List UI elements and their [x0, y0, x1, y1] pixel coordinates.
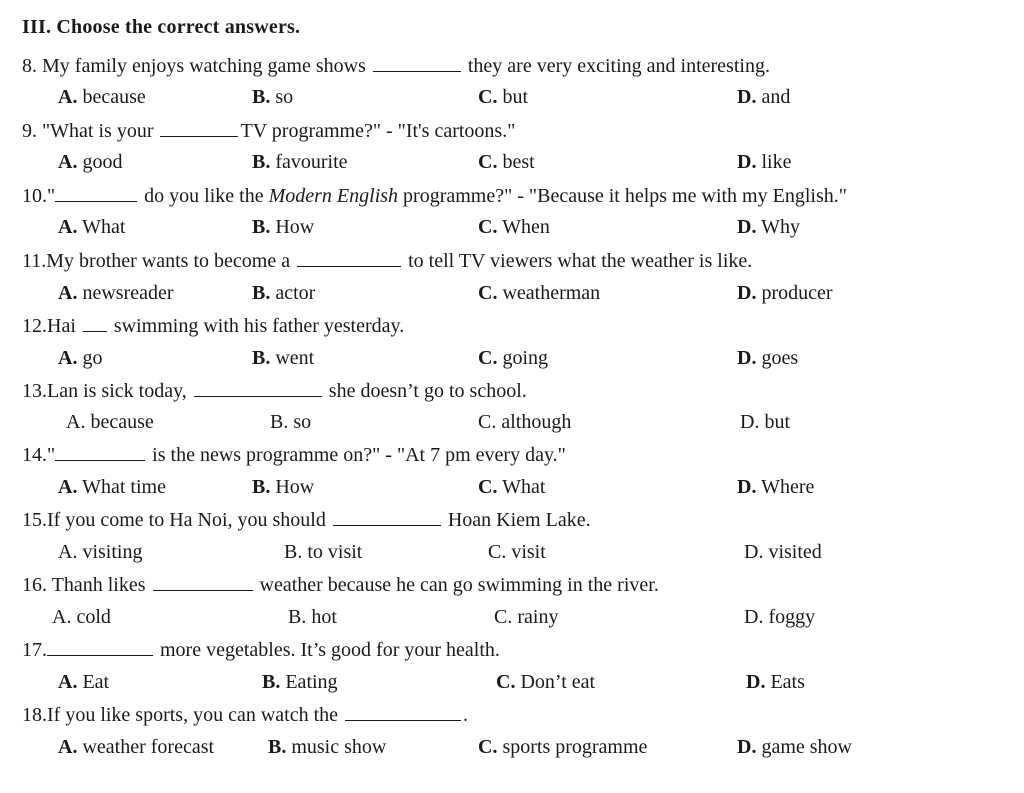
option-a[interactable]	[58, 669, 109, 695]
option-text: What	[82, 216, 126, 238]
option-text: . so	[283, 411, 312, 433]
option-text: Why	[761, 216, 800, 238]
option-text: weatherman	[502, 282, 601, 304]
option-d[interactable]	[737, 280, 833, 306]
answer-blank	[160, 118, 238, 137]
question-text: programme?" - "Because it helps me with my English."	[403, 185, 847, 207]
option-text: game show	[761, 736, 852, 758]
option-d[interactable]	[744, 539, 822, 565]
question-number: 18.	[22, 704, 47, 726]
option-a[interactable]	[58, 734, 214, 760]
option-text: . visiting	[72, 541, 143, 563]
option-text: . visit	[501, 541, 546, 563]
answer-blank	[55, 442, 145, 461]
option-text: actor	[275, 282, 316, 304]
option-text: . to visit	[297, 541, 363, 563]
question-text: If you like sports, you can watch the	[47, 704, 339, 726]
question-17	[22, 637, 500, 663]
option-b[interactable]	[252, 149, 348, 175]
option-c[interactable]	[478, 214, 550, 240]
question-text: .	[463, 704, 469, 726]
option-letter: A.	[58, 736, 78, 758]
option-letter: D.	[737, 347, 757, 369]
option-c[interactable]	[478, 149, 535, 175]
option-text: . but	[754, 411, 791, 433]
option-letter: B	[270, 411, 284, 433]
option-text: going	[502, 347, 549, 369]
option-text: What	[502, 476, 546, 498]
option-text: went	[275, 347, 315, 369]
question-text: Hoan Kiem Lake.	[447, 509, 591, 531]
option-letter: B.	[252, 347, 271, 369]
option-b[interactable]	[252, 214, 314, 240]
option-text: and	[761, 86, 791, 108]
option-text: How	[275, 216, 315, 238]
answer-blank	[333, 507, 441, 526]
question-text: If you come to Ha Noi, you should	[47, 509, 326, 531]
option-d[interactable]	[737, 214, 800, 240]
question-number: 11.	[22, 250, 47, 272]
question-13	[22, 378, 527, 404]
option-b[interactable]	[252, 84, 293, 110]
question-9	[22, 118, 515, 144]
option-a[interactable]	[58, 149, 122, 175]
option-a[interactable]	[58, 84, 146, 110]
answer-blank	[153, 572, 253, 591]
option-letter: C	[478, 411, 492, 433]
option-text: Eat	[82, 671, 110, 693]
option-c[interactable]	[488, 539, 546, 565]
answer-blank	[55, 183, 137, 202]
option-text: Eating	[285, 671, 338, 693]
answer-blank	[83, 313, 107, 332]
option-letter: D	[740, 411, 755, 433]
option-letter: C.	[478, 736, 498, 758]
option-text: because	[82, 86, 146, 108]
option-c[interactable]	[478, 734, 647, 760]
option-b[interactable]	[252, 345, 314, 371]
question-10	[22, 183, 847, 209]
programme-title: Modern English	[268, 185, 399, 207]
option-d[interactable]	[737, 345, 798, 371]
option-a[interactable]	[58, 539, 142, 565]
question-number: 9.	[22, 120, 37, 142]
answer-blank	[373, 53, 461, 72]
question-text: more vegetables. It’s good for your health.	[160, 639, 500, 661]
question-15	[22, 507, 591, 533]
option-a[interactable]	[52, 604, 111, 630]
question-text: "What is your	[42, 120, 154, 142]
option-d[interactable]	[737, 149, 791, 175]
option-letter: B.	[268, 736, 287, 758]
option-c[interactable]	[478, 280, 600, 306]
option-letter: A.	[58, 347, 78, 369]
option-letter: C.	[478, 86, 498, 108]
option-letter: A	[52, 606, 67, 628]
option-text: When	[502, 216, 550, 238]
option-c[interactable]	[478, 345, 548, 371]
option-letter: D	[744, 606, 759, 628]
question-number: 12.	[22, 315, 47, 337]
option-text: weather forecast	[82, 736, 215, 758]
option-letter: C.	[478, 151, 498, 173]
option-letter: D.	[737, 282, 757, 304]
option-b[interactable]	[270, 409, 311, 435]
question-text: do you like the	[144, 185, 264, 207]
option-text: newsreader	[82, 282, 174, 304]
option-letter: D.	[737, 151, 757, 173]
question-16	[22, 572, 659, 598]
question-text: My brother wants to become a	[46, 250, 291, 272]
option-letter: B.	[252, 476, 271, 498]
option-text: . although	[491, 411, 572, 433]
option-b[interactable]	[262, 669, 338, 695]
option-text: like	[761, 151, 792, 173]
option-d[interactable]	[737, 734, 852, 760]
option-text: . hot	[301, 606, 337, 628]
option-letter: D.	[737, 476, 757, 498]
option-letter: C.	[478, 282, 498, 304]
option-text: sports programme	[502, 736, 648, 758]
question-text: Lan is sick today,	[47, 380, 187, 402]
question-text: they are very exciting and interesting.	[467, 55, 770, 77]
question-text: is the news programme on?" - "At 7 pm every day."	[152, 444, 566, 466]
question-text: My family enjoys watching game shows	[42, 55, 366, 77]
option-letter: D.	[737, 736, 757, 758]
option-text: best	[502, 151, 535, 173]
option-letter: C	[494, 606, 508, 628]
question-18	[22, 702, 468, 728]
option-text: favourite	[275, 151, 348, 173]
option-b[interactable]	[252, 474, 314, 500]
option-letter: A.	[58, 151, 78, 173]
answer-blank	[194, 378, 322, 397]
option-text: . foggy	[758, 606, 816, 628]
option-a[interactable]	[58, 214, 125, 240]
option-letter: A.	[58, 476, 78, 498]
option-c[interactable]	[478, 474, 545, 500]
question-text: Thanh likes	[51, 574, 146, 596]
option-letter: A.	[58, 671, 78, 693]
question-text: weather because he can go swimming in the river.	[259, 574, 659, 596]
question-number: 8.	[22, 55, 37, 77]
option-a[interactable]	[58, 474, 166, 500]
option-text: good	[82, 151, 123, 173]
option-b[interactable]	[268, 734, 386, 760]
option-text: go	[82, 347, 103, 369]
option-letter: B.	[262, 671, 281, 693]
question-8	[22, 53, 770, 79]
option-letter: A	[66, 411, 81, 433]
answer-blank	[345, 702, 461, 721]
answer-blank	[47, 637, 153, 656]
option-c[interactable]	[496, 669, 595, 695]
option-text: goes	[761, 347, 799, 369]
option-letter: A.	[58, 282, 78, 304]
option-letter: C.	[478, 476, 498, 498]
option-text: but	[502, 86, 529, 108]
option-a[interactable]	[58, 280, 174, 306]
question-14	[22, 442, 566, 468]
question-text: swimming with his father yesterday.	[113, 315, 405, 337]
answer-blank	[297, 248, 401, 267]
option-text: How	[275, 476, 315, 498]
question-12	[22, 313, 404, 339]
question-text: TV programme?" - "It's cartoons."	[240, 120, 516, 142]
option-letter: B	[288, 606, 302, 628]
option-a[interactable]	[58, 345, 102, 371]
option-letter: D.	[746, 671, 766, 693]
option-letter: A.	[58, 216, 78, 238]
option-text: Where	[761, 476, 815, 498]
option-letter: A.	[58, 86, 78, 108]
option-letter: D.	[737, 216, 757, 238]
option-letter: B.	[252, 282, 271, 304]
question-text: she doesn’t go to school.	[328, 380, 527, 402]
question-number: 17.	[22, 639, 47, 661]
option-text: producer	[761, 282, 833, 304]
question-number: 15.	[22, 509, 47, 531]
question-11	[22, 248, 752, 274]
option-text: What time	[82, 476, 166, 498]
option-letter: D.	[737, 86, 757, 108]
option-c[interactable]	[478, 84, 528, 110]
option-letter: B.	[252, 216, 271, 238]
option-c[interactable]	[478, 409, 571, 435]
option-text: Eats	[770, 671, 805, 693]
option-letter: B.	[252, 86, 271, 108]
option-c[interactable]	[494, 604, 558, 630]
option-b[interactable]	[252, 280, 315, 306]
question-text: to tell TV viewers what the weather is like.	[408, 250, 753, 272]
option-a[interactable]	[66, 409, 154, 435]
option-b[interactable]	[288, 604, 337, 630]
option-d[interactable]	[737, 474, 814, 500]
option-text: . visited	[758, 541, 822, 563]
option-d[interactable]	[740, 409, 790, 435]
option-letter: C.	[478, 216, 498, 238]
option-letter: C.	[496, 671, 516, 693]
question-number: 10."	[22, 185, 56, 207]
question-number: 16.	[22, 574, 47, 596]
option-text: Don’t eat	[520, 671, 596, 693]
option-letter: A	[58, 541, 73, 563]
option-text: music show	[291, 736, 387, 758]
option-text: so	[275, 86, 294, 108]
question-number: 13.	[22, 380, 47, 402]
option-b[interactable]	[284, 539, 362, 565]
option-d[interactable]	[737, 84, 790, 110]
question-number: 14."	[22, 444, 56, 466]
option-letter: D	[744, 541, 759, 563]
option-letter: C.	[478, 347, 498, 369]
option-d[interactable]	[746, 669, 805, 695]
section-heading: III. Choose the correct answers.	[22, 16, 301, 38]
question-text: Hai	[47, 315, 76, 337]
option-letter: C	[488, 541, 502, 563]
option-text: . because	[80, 411, 154, 433]
option-text: . rainy	[507, 606, 559, 628]
option-letter: B	[284, 541, 298, 563]
option-letter: B.	[252, 151, 271, 173]
option-d[interactable]	[744, 604, 815, 630]
option-text: . cold	[66, 606, 111, 628]
